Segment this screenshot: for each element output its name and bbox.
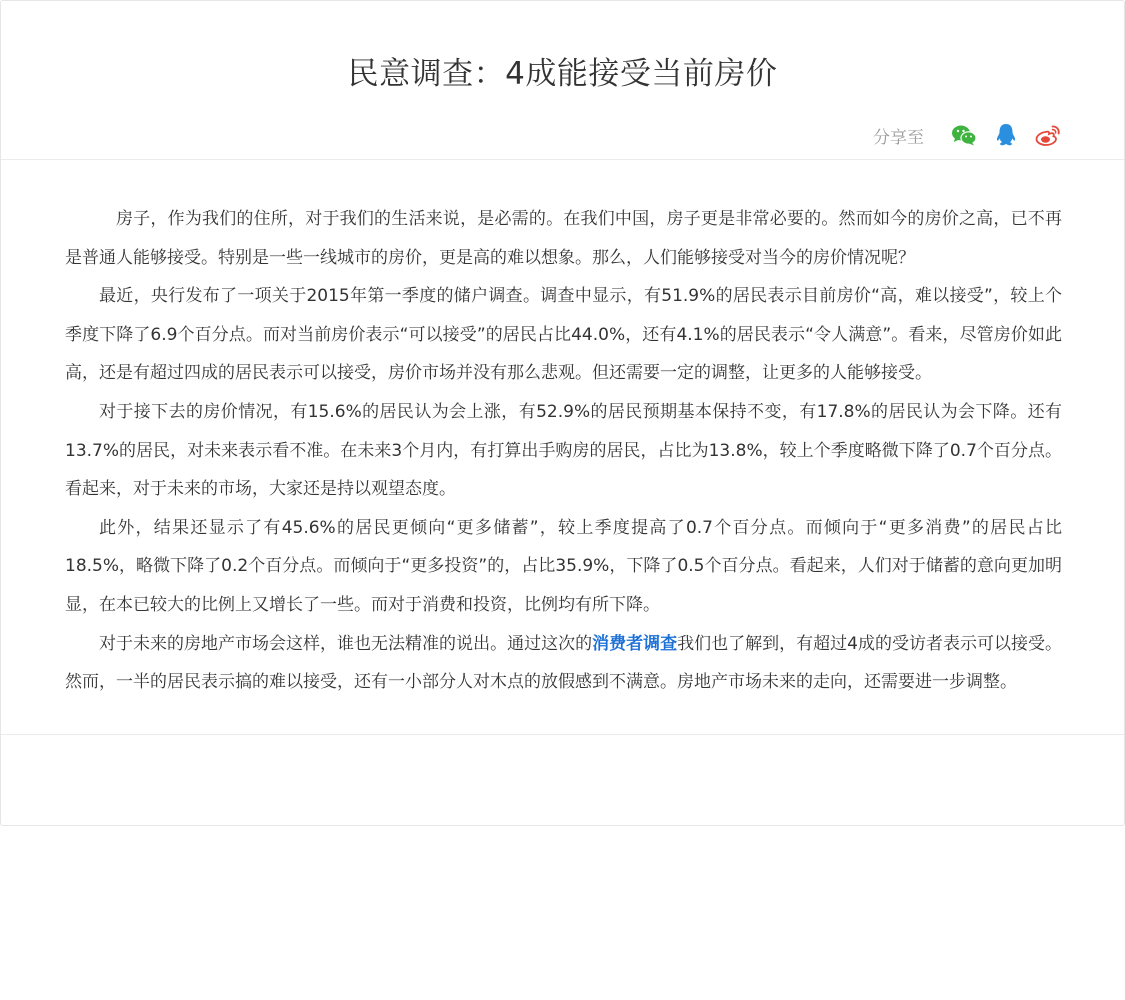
weibo-icon[interactable] [1034,121,1062,149]
paragraph-3: 对于接下去的房价情况，有15.6%的居民认为会上涨，有52.9%的居民预期基本保持不变，有17.8%的居民认为会下降。还有13.7%的居民，对未来表示看不准。在未来3个月内，有打算出手购房的居民，占比为13.8%，较上个季度略微下降了0.7个百分点。看起来，对于未来的市场，大家还是持以观望态度。 [65,401,1062,500]
paragraph-5 [65,625,1062,702]
qq-icon[interactable] [992,121,1020,149]
article-header [1,1,1124,160]
share-label: 分享至 [873,127,924,148]
article-footer [1,735,1124,785]
paragraph-5-text-after: 我们也了解到，有超过4成的受访者表示可以接受。然而，一半的居民表示搞的难以接受，还有一小部分人对木点的放假感到不满意。房地产市场未来的走向，还需要进一步调整。 [65,633,1062,693]
paragraph-2: 最近，央行发布了一项关于2015年第一季度的储户调查。调查中显示，有51.9%的居民表示目前房价“高，难以接受”，较上个季度下降了6.9个百分点。而对当前房价表示“可以接受”的居民占比44.0%，还有4.1%的居民表示“令人满意”。看来，尽管房价如此高，还是有超过四成的居民表示可以接受，房价市场并没有那么悲观。但还需要一定的调整，让更多的人能够接受。 [65,286,1062,384]
share-bar [873,121,1062,149]
article-title: 民意调查：4成能接受当前房价 [347,56,778,92]
paragraph-1: 房子，作为我们的住所，对于我们的生活来说，是必需的。在我们中国，房子更是非常必要的。然而如今的房价之高，已不再是普通人能够接受。特别是一些一线城市的房价，更是高的难以想象。那么，人们能够接受对当今的房价情况呢？ [65,209,1062,268]
consumer-survey-link[interactable]: 消费者调查 [592,633,678,654]
article-body [1,160,1124,735]
paragraph-4: 此外，结果还显示了有45.6%的居民更倾向“更多储蓄”，较上季度提高了0.7个百分点。而倾向于“更多消费”的居民占比18.5%，略微下降了0.2个百分点。而倾向于“更多投资”的，占比35.9%，下降了0.5个百分点。看起来，人们对于储蓄的意向更加明显，在本已较大的比例上又增长了一些。而对于消费和投资，比例均有所下降。 [65,517,1062,615]
paragraph-5-text-before: 对于未来的房地产市场会这样，谁也无法精准的说出。通过这次的 [99,633,593,654]
wechat-icon[interactable] [950,121,978,149]
